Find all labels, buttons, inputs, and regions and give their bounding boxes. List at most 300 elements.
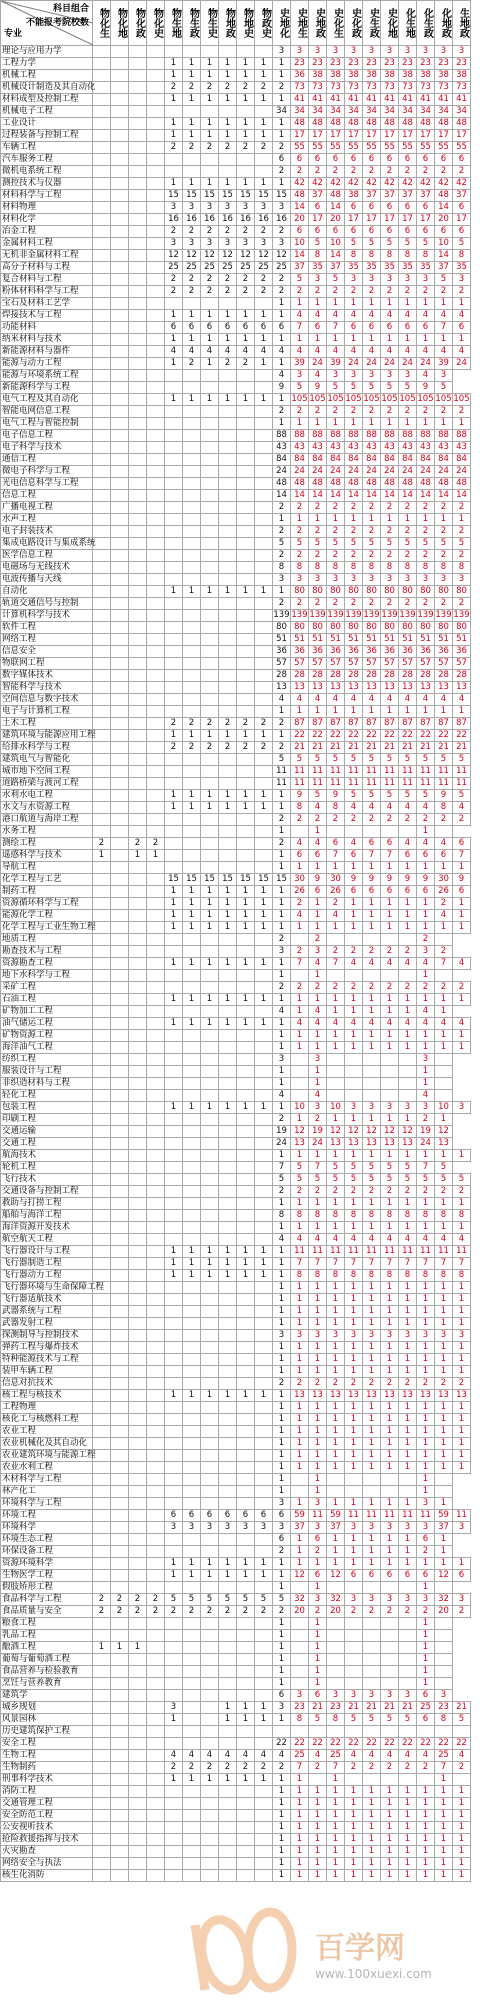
count-cell <box>165 466 183 478</box>
count-cell <box>201 1666 219 1678</box>
count-cell: 25 <box>237 262 255 274</box>
count-cell: 3 <box>165 238 183 250</box>
count-cell: 87 <box>309 718 327 730</box>
count-cell: 41 <box>399 94 417 106</box>
count-cell: 105 <box>399 394 416 404</box>
count-cell: 1 <box>273 298 291 310</box>
count-cell <box>147 1414 165 1426</box>
count-cell: 1 <box>345 418 363 430</box>
count-cell <box>345 1474 363 1486</box>
count-cell <box>165 1414 183 1426</box>
count-cell <box>93 58 111 70</box>
count-cell: 13 <box>345 682 363 694</box>
count-cell <box>129 166 147 178</box>
count-cell <box>255 1138 273 1150</box>
count-cell <box>219 1630 237 1642</box>
count-cell: 6 <box>255 1510 273 1522</box>
count-cell: 11 <box>399 1246 417 1258</box>
count-cell: 80 <box>453 622 471 634</box>
count-cell <box>291 1666 309 1678</box>
count-cell: 28 <box>309 670 327 682</box>
count-cell: 24 <box>453 358 471 370</box>
count-cell <box>201 1498 219 1510</box>
count-cell: 2 <box>237 82 255 94</box>
table-row <box>1 1666 471 1678</box>
count-cell <box>219 454 237 466</box>
count-cell: 6 <box>417 322 435 334</box>
count-cell <box>165 1306 183 1318</box>
count-cell: 105 <box>309 394 326 404</box>
count-cell <box>345 826 363 838</box>
major-name-cell: 服装设计与工程 <box>1 1066 93 1078</box>
count-cell: 1 <box>363 1318 381 1330</box>
count-cell <box>165 1054 183 1066</box>
count-cell <box>183 1438 201 1450</box>
count-cell: 2 <box>363 1378 381 1390</box>
count-cell <box>219 1666 237 1678</box>
count-cell <box>93 1342 111 1354</box>
count-cell: 24 <box>309 358 327 370</box>
count-cell <box>237 166 255 178</box>
count-cell: 22 <box>399 1738 417 1750</box>
count-cell <box>165 1354 183 1366</box>
count-cell <box>237 754 255 766</box>
major-name-cell: 过程装备与控制工程 <box>1 130 93 142</box>
count-cell <box>147 1870 165 1882</box>
count-cell <box>255 826 273 838</box>
count-cell: 6 <box>417 1570 435 1582</box>
count-cell: 3 <box>363 46 381 58</box>
count-cell: 4 <box>309 346 327 358</box>
count-cell <box>255 46 273 58</box>
count-cell <box>255 1486 273 1498</box>
count-cell: 2 <box>219 1606 237 1618</box>
major-name-cell: 安全防范工程 <box>1 1810 93 1822</box>
column-header-17 <box>399 1 417 46</box>
count-cell: 24 <box>273 466 291 478</box>
count-cell <box>93 334 111 346</box>
count-cell <box>129 430 147 442</box>
count-cell <box>255 538 273 550</box>
count-cell <box>201 862 219 874</box>
count-cell <box>201 454 219 466</box>
count-cell <box>111 1750 129 1762</box>
count-cell: 1 <box>345 1846 363 1858</box>
count-cell: 13 <box>345 1390 363 1402</box>
count-cell <box>129 1618 147 1630</box>
count-cell <box>255 1438 273 1450</box>
count-cell <box>219 46 237 58</box>
major-name-cell: 资源勘查工程 <box>1 958 93 970</box>
count-cell: 41 <box>345 94 363 106</box>
count-cell <box>147 1762 165 1774</box>
column-header-label: 生地政 <box>457 8 469 38</box>
count-cell: 5 <box>363 1174 381 1186</box>
count-cell: 6 <box>273 322 291 334</box>
count-cell <box>237 1042 255 1054</box>
count-cell: 3 <box>273 1702 291 1714</box>
count-cell: 2 <box>165 226 183 238</box>
count-cell <box>93 70 111 82</box>
count-cell <box>183 502 201 514</box>
count-cell: 2 <box>435 406 453 418</box>
count-cell <box>129 1714 147 1726</box>
count-cell <box>399 1774 417 1786</box>
major-name-cell: 软件工程 <box>1 622 93 634</box>
count-cell <box>255 1582 273 1594</box>
count-cell <box>147 1834 165 1846</box>
count-cell <box>111 1786 129 1798</box>
count-cell <box>435 970 453 982</box>
count-cell: 4 <box>345 1018 363 1030</box>
count-cell: 24 <box>399 358 417 370</box>
count-cell: 1 <box>453 1342 471 1354</box>
count-cell: 2 <box>219 358 237 370</box>
count-cell <box>255 1114 273 1126</box>
count-cell: 2 <box>399 502 417 514</box>
count-cell <box>399 1618 417 1630</box>
count-cell: 80 <box>345 586 363 598</box>
count-cell: 1 <box>273 1078 291 1090</box>
count-cell: 1 <box>399 1042 417 1054</box>
count-cell: 2 <box>273 814 291 826</box>
count-cell <box>255 862 273 874</box>
count-cell <box>291 1654 309 1666</box>
count-cell: 1 <box>273 790 291 802</box>
count-cell <box>129 82 147 94</box>
count-cell: 1 <box>327 1042 345 1054</box>
count-cell <box>93 898 111 910</box>
count-cell: 57 <box>273 658 291 670</box>
count-cell: 51 <box>273 634 291 646</box>
count-cell <box>345 1630 363 1642</box>
count-cell: 6 <box>327 838 345 850</box>
count-cell: 3 <box>219 202 237 214</box>
table-row <box>1 418 471 430</box>
count-cell: 14 <box>309 490 327 502</box>
count-cell: 1 <box>219 802 237 814</box>
count-cell: 1 <box>327 1414 345 1426</box>
major-name-cell: 工程力学 <box>1 58 93 70</box>
count-cell: 105 <box>381 394 398 404</box>
count-cell <box>129 790 147 802</box>
count-cell: 1 <box>255 70 273 82</box>
count-cell <box>291 1474 309 1486</box>
count-cell: 16 <box>183 214 201 226</box>
count-cell: 4 <box>309 838 327 850</box>
count-cell <box>183 478 201 490</box>
count-cell: 2 <box>417 286 435 298</box>
count-cell: 13 <box>363 1390 381 1402</box>
count-cell <box>93 154 111 166</box>
count-cell: 2 <box>291 526 309 538</box>
count-cell <box>273 1726 291 1738</box>
count-cell: 4 <box>363 346 381 358</box>
count-cell <box>363 1618 381 1630</box>
major-name-cell: 机械电子工程 <box>1 106 93 118</box>
count-cell: 1 <box>291 1306 309 1318</box>
major-name-cell: 能源化学工程 <box>1 910 93 922</box>
count-cell <box>183 1114 201 1126</box>
count-cell <box>237 490 255 502</box>
count-cell <box>129 1666 147 1678</box>
count-cell <box>255 1042 273 1054</box>
count-cell: 26 <box>435 886 453 898</box>
count-cell: 1 <box>183 1246 201 1258</box>
count-cell: 1 <box>381 1294 399 1306</box>
count-cell: 2 <box>345 982 363 994</box>
count-cell: 6 <box>309 154 327 166</box>
count-cell: 8 <box>399 1270 417 1282</box>
count-cell: 35 <box>309 262 327 274</box>
count-cell: 14 <box>291 202 309 214</box>
count-cell <box>237 1618 255 1630</box>
count-cell: 4 <box>453 1234 471 1246</box>
count-cell: 1 <box>345 1414 363 1426</box>
major-name-cell: 测控技术与仪器 <box>1 178 93 190</box>
count-cell <box>111 670 129 682</box>
major-name-cell: 电子科学与技术 <box>1 442 93 454</box>
count-cell <box>111 382 129 394</box>
count-cell: 1 <box>309 826 327 838</box>
count-cell: 4 <box>201 1750 219 1762</box>
count-cell <box>255 622 273 634</box>
major-name-cell: 假肢矫形工程 <box>1 1582 93 1594</box>
major-name-cell: 信息对抗技术 <box>1 1378 93 1390</box>
column-header-label: 物化地 <box>115 8 127 38</box>
count-cell: 1 <box>201 1018 219 1030</box>
count-cell <box>111 154 129 166</box>
count-cell: 3 <box>237 238 255 250</box>
count-cell: 55 <box>417 142 435 154</box>
count-cell: 4 <box>309 1750 327 1762</box>
count-cell <box>147 370 165 382</box>
major-name-cell: 新能源科学与工程 <box>1 382 93 394</box>
count-cell <box>111 1222 129 1234</box>
count-cell <box>111 262 129 274</box>
count-cell: 1 <box>381 1198 399 1210</box>
count-cell: 1 <box>363 1366 381 1378</box>
count-cell <box>111 166 129 178</box>
count-cell <box>237 1834 255 1846</box>
count-cell <box>255 418 273 430</box>
count-cell: 1 <box>417 1078 435 1090</box>
count-cell <box>183 46 201 58</box>
count-cell: 6 <box>165 1510 183 1522</box>
count-cell <box>147 1534 165 1546</box>
table-row <box>1 1474 471 1486</box>
table-row <box>1 586 471 598</box>
count-cell: 11 <box>363 1246 381 1258</box>
count-cell <box>129 478 147 490</box>
count-cell: 1 <box>435 1774 453 1786</box>
count-cell: 1 <box>255 130 273 142</box>
major-name-cell: 水文与水资源工程 <box>1 802 93 814</box>
table-row <box>1 610 471 622</box>
count-cell: 3 <box>381 274 399 286</box>
count-cell <box>183 1450 201 1462</box>
count-cell: 3 <box>453 46 471 58</box>
count-cell <box>93 190 111 202</box>
count-cell <box>129 406 147 418</box>
count-cell: 1 <box>273 1630 291 1642</box>
count-cell: 2 <box>363 286 381 298</box>
major-name-cell: 核工程与核技术 <box>1 1390 93 1402</box>
count-cell: 2 <box>435 1378 453 1390</box>
count-cell: 1 <box>273 1450 291 1462</box>
count-cell <box>255 946 273 958</box>
count-cell: 14 <box>435 250 453 262</box>
count-cell <box>147 166 165 178</box>
count-cell <box>255 838 273 850</box>
count-cell: 8 <box>399 562 417 574</box>
count-cell <box>147 178 165 190</box>
count-cell: 4 <box>399 694 417 706</box>
count-cell: 51 <box>453 634 471 646</box>
count-cell <box>129 1162 147 1174</box>
count-cell: 20 <box>435 1606 453 1618</box>
count-cell <box>219 1450 237 1462</box>
table-row <box>1 1798 471 1810</box>
count-cell: 1 <box>183 586 201 598</box>
count-cell <box>93 526 111 538</box>
count-cell: 88 <box>381 430 399 442</box>
count-cell: 1 <box>183 1258 201 1270</box>
count-cell <box>201 1066 219 1078</box>
count-cell <box>219 970 237 982</box>
count-cell <box>129 1774 147 1786</box>
count-cell: 2 <box>93 1594 111 1606</box>
count-cell: 2 <box>309 166 327 178</box>
count-cell: 8 <box>345 1270 363 1282</box>
count-cell <box>129 1030 147 1042</box>
count-cell <box>237 1678 255 1690</box>
count-cell: 3 <box>435 574 453 586</box>
count-cell: 2 <box>273 1606 291 1618</box>
count-cell: 5 <box>165 1594 183 1606</box>
table-row <box>1 1582 471 1594</box>
count-cell: 1 <box>417 1318 435 1330</box>
count-cell: 17 <box>453 214 471 226</box>
column-header-3 <box>147 1 165 46</box>
count-cell: 1 <box>219 586 237 598</box>
count-cell <box>129 118 147 130</box>
table-row <box>1 1558 471 1570</box>
count-cell: 1 <box>435 1798 453 1810</box>
count-cell: 1 <box>363 1846 381 1858</box>
count-cell: 28 <box>399 670 417 682</box>
count-cell: 1 <box>273 1042 291 1054</box>
count-cell: 6 <box>345 226 363 238</box>
count-cell: 1 <box>255 310 273 322</box>
count-cell <box>129 1054 147 1066</box>
count-cell <box>255 1294 273 1306</box>
count-cell: 1 <box>237 1774 255 1786</box>
count-cell <box>201 1726 219 1738</box>
count-cell: 1 <box>237 802 255 814</box>
count-cell: 1 <box>381 418 399 430</box>
count-cell: 2 <box>219 142 237 154</box>
count-cell: 1 <box>183 394 201 406</box>
count-cell: 1 <box>399 898 417 910</box>
count-cell: 1 <box>399 298 417 310</box>
count-cell <box>93 1810 111 1822</box>
count-cell: 17 <box>363 130 381 142</box>
count-cell <box>399 1066 417 1078</box>
count-cell <box>255 1126 273 1138</box>
count-cell <box>219 1318 237 1330</box>
table-row <box>1 1534 471 1546</box>
count-cell <box>255 1822 273 1834</box>
count-cell: 1 <box>273 1786 291 1798</box>
count-cell <box>129 262 147 274</box>
count-cell <box>165 1114 183 1126</box>
count-cell <box>111 250 129 262</box>
count-cell: 1 <box>201 790 219 802</box>
count-cell: 1 <box>345 898 363 910</box>
count-cell: 59 <box>291 1510 309 1522</box>
count-cell: 14 <box>327 202 345 214</box>
count-cell: 4 <box>435 346 453 358</box>
major-name-cell: 通信工程 <box>1 454 93 466</box>
count-cell: 1 <box>453 1798 471 1810</box>
count-cell: 34 <box>327 106 345 118</box>
count-cell: 3 <box>273 946 291 958</box>
count-cell <box>147 214 165 226</box>
count-cell <box>147 1474 165 1486</box>
count-cell: 51 <box>399 634 417 646</box>
count-cell <box>147 1570 165 1582</box>
count-cell: 1 <box>453 1810 471 1822</box>
count-cell: 6 <box>381 322 399 334</box>
count-cell <box>237 946 255 958</box>
count-cell: 1 <box>165 1018 183 1030</box>
count-cell <box>237 1306 255 1318</box>
table-row <box>1 790 471 802</box>
count-cell <box>129 298 147 310</box>
table-row <box>1 1510 471 1522</box>
count-cell: 6 <box>273 1510 291 1522</box>
count-cell: 13 <box>453 1390 471 1402</box>
table-row <box>1 1006 471 1018</box>
count-cell: 6 <box>399 850 417 862</box>
count-cell <box>129 1186 147 1198</box>
count-cell <box>165 106 183 118</box>
count-cell: 1 <box>237 1270 255 1282</box>
major-name-cell: 轨道交通信号与控制 <box>1 598 93 610</box>
count-cell: 1 <box>201 910 219 922</box>
count-cell: 11 <box>273 778 291 790</box>
count-cell <box>255 1534 273 1546</box>
count-cell <box>291 934 309 946</box>
count-cell: 2 <box>273 406 291 418</box>
count-cell <box>111 850 129 862</box>
count-cell <box>219 1006 237 1018</box>
count-cell: 2 <box>237 718 255 730</box>
table-row <box>1 310 471 322</box>
count-cell: 7 <box>273 1162 291 1174</box>
count-cell <box>147 1786 165 1798</box>
count-cell: 2 <box>237 142 255 154</box>
count-cell: 22 <box>381 1738 399 1750</box>
count-cell <box>129 1462 147 1474</box>
count-cell: 2 <box>381 1762 399 1774</box>
count-cell <box>129 130 147 142</box>
count-cell: 4 <box>237 346 255 358</box>
count-cell <box>165 1366 183 1378</box>
count-cell: 55 <box>327 142 345 154</box>
count-cell <box>93 202 111 214</box>
